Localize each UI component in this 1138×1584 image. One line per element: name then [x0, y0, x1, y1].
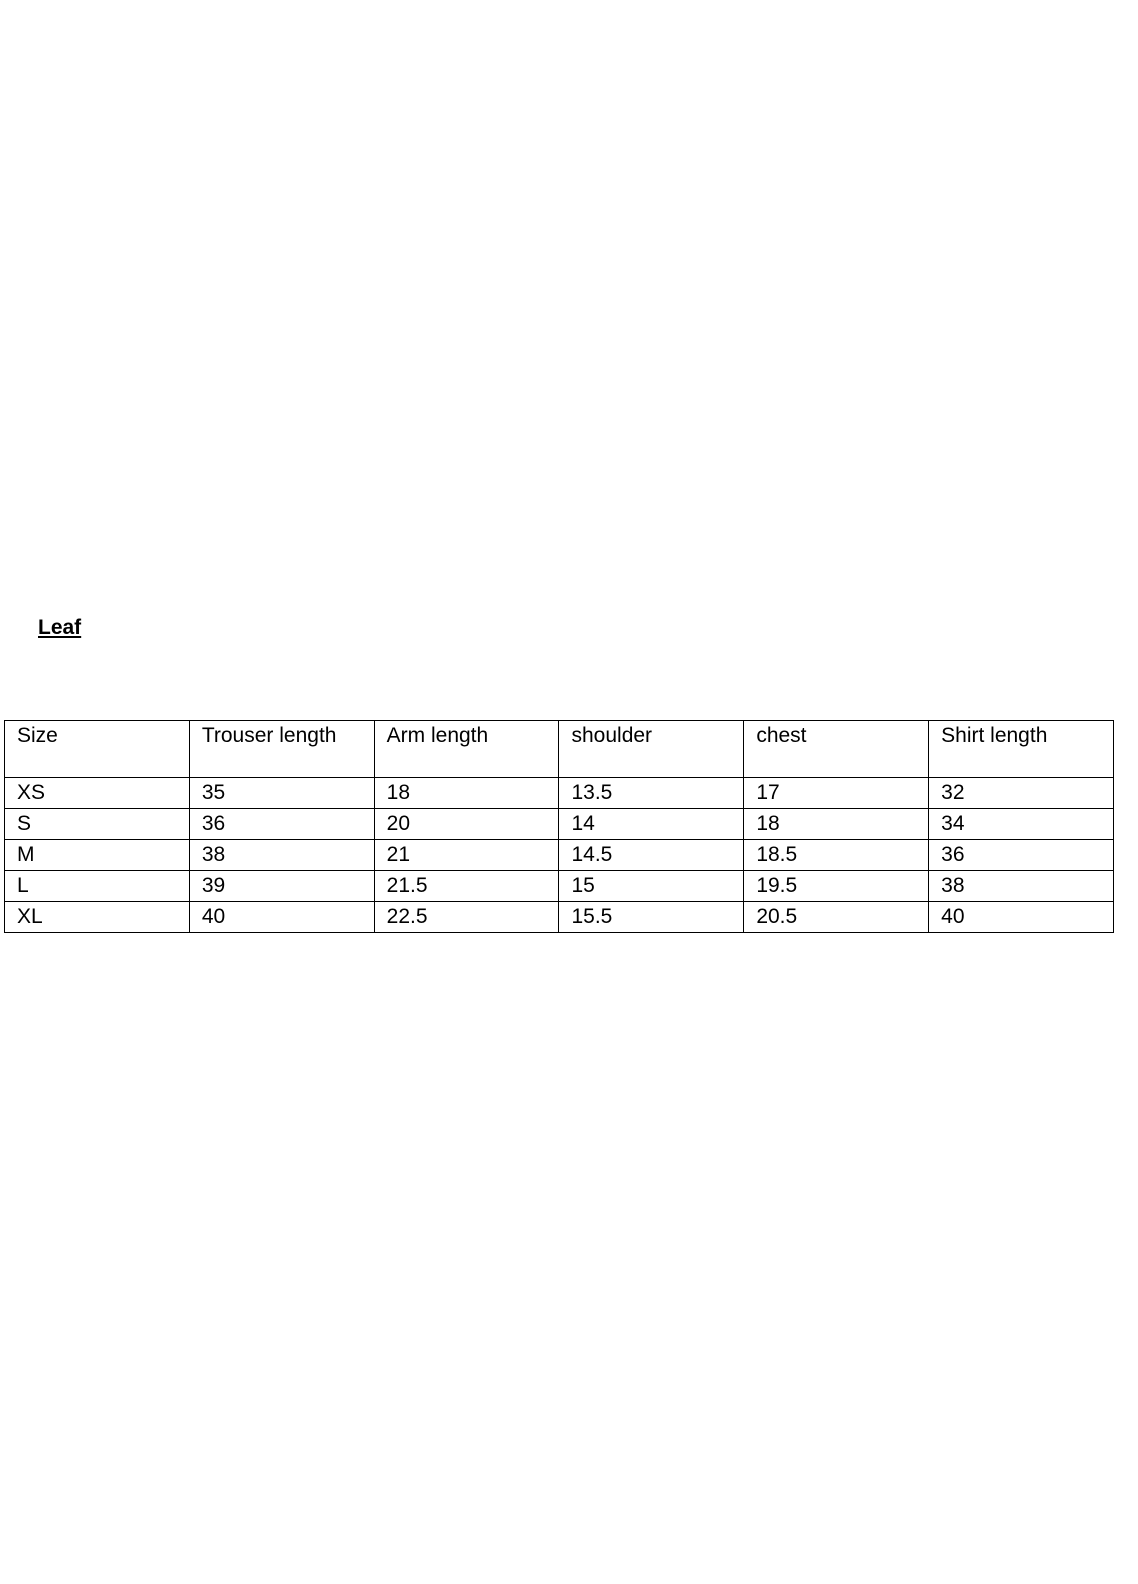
table-cell: 21.5	[374, 871, 559, 902]
table-cell: 14.5	[559, 840, 744, 871]
table-cell: 18.5	[744, 840, 929, 871]
table-cell: 20.5	[744, 902, 929, 933]
table-body	[5, 778, 1114, 933]
table-cell: 35	[189, 778, 374, 809]
table-cell: 34	[929, 809, 1114, 840]
table-cell: 40	[929, 902, 1114, 933]
table-cell: 18	[374, 778, 559, 809]
table-row	[5, 809, 1114, 840]
table-cell: 32	[929, 778, 1114, 809]
header-row	[5, 721, 1114, 778]
document-title: Leaf	[38, 616, 82, 639]
table-cell: 39	[189, 871, 374, 902]
table-row	[5, 840, 1114, 871]
table-row	[5, 778, 1114, 809]
table-header	[5, 721, 1114, 778]
table-cell: 15.5	[559, 902, 744, 933]
header-cell-trouser-length: Trouser length	[189, 721, 374, 778]
table-cell: 17	[744, 778, 929, 809]
header-cell-arm-length: Arm length	[374, 721, 559, 778]
table-cell: 15	[559, 871, 744, 902]
table-cell: 36	[189, 809, 374, 840]
table-row	[5, 902, 1114, 933]
table-cell: 38	[929, 871, 1114, 902]
table-cell: 36	[929, 840, 1114, 871]
table-row	[5, 871, 1114, 902]
header-cell-shirt-length: Shirt length	[929, 721, 1114, 778]
table-cell: 38	[189, 840, 374, 871]
table-cell: 21	[374, 840, 559, 871]
table-cell: XS	[5, 778, 190, 809]
table-cell: 20	[374, 809, 559, 840]
table-cell: S	[5, 809, 190, 840]
size-chart-table	[4, 720, 1114, 933]
table-cell: XL	[5, 902, 190, 933]
table-cell: 40	[189, 902, 374, 933]
table-cell: 18	[744, 809, 929, 840]
header-cell-chest: chest	[744, 721, 929, 778]
header-cell-size: Size	[5, 721, 190, 778]
table-cell: M	[5, 840, 190, 871]
table-cell: 13.5	[559, 778, 744, 809]
header-cell-shoulder: shoulder	[559, 721, 744, 778]
table-cell: 14	[559, 809, 744, 840]
table-cell: 22.5	[374, 902, 559, 933]
table-cell: L	[5, 871, 190, 902]
table-cell: 19.5	[744, 871, 929, 902]
